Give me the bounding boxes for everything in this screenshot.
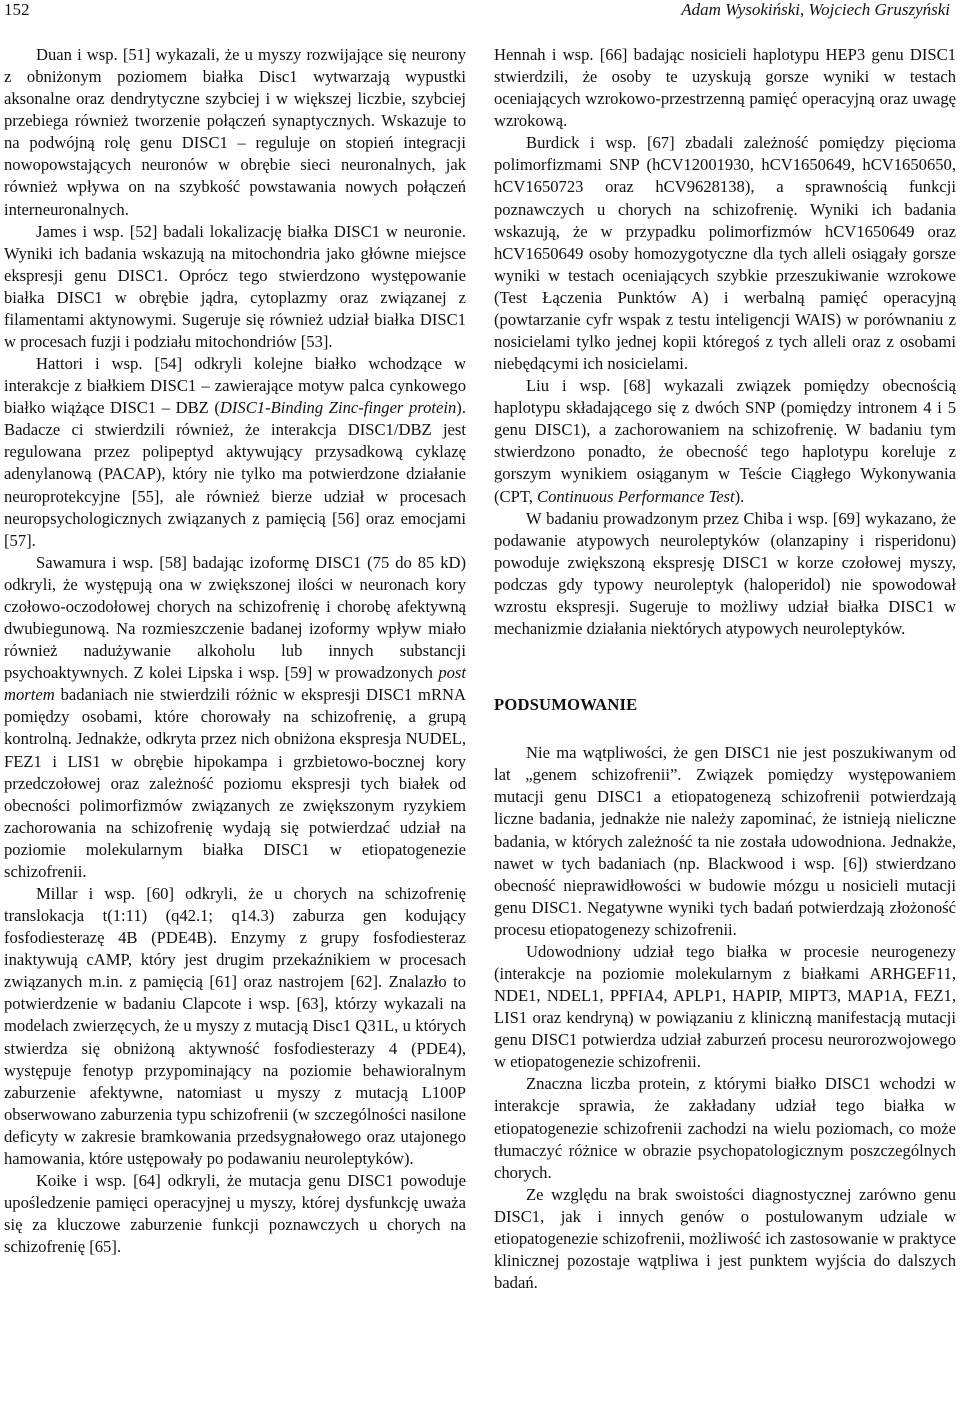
paragraph bbox=[494, 1073, 956, 1183]
page-number: 152 bbox=[4, 0, 30, 19]
text-span: W badaniu prowadzonym przez Chiba i wsp. [69] wykazano, że podawanie atypowych neuroleptyków (olanzapiny i risperidonu) powoduje zwiększoną ekspresję DISC1 w korze czołowej myszy, podczas gdy typowy neuroleptyk (haloperidol) nie spowodował wzrostu ekspresji. Sugeruje to możliwy udział białka DISC1 w mechanizmie działania niektórych atypowych neuroleptyków. bbox=[494, 508, 956, 639]
paragraph bbox=[4, 221, 466, 353]
paragraph bbox=[494, 508, 956, 640]
italic-text: Continuous Performance Test bbox=[537, 486, 735, 506]
text-span: Hattori i wsp. [54] odkryli kolejne białko wchodzące w interakcje z białkiem DISC1 – zawierające motyw palca cynkowego białko wiążące DISC1 – DBZ ( bbox=[4, 354, 466, 418]
paragraph bbox=[494, 941, 956, 1073]
text-span: Sawamura i wsp. [58] badając izoformę DISC1 (75 do 85 kD) odkryli, że występują ona w zwiększonej ilości w neuronach kory czołowo-oczodołowej chorych na schizofrenię i chorobę afektywną dwubiegunową. Na rozmieszczenie badanej izoformy wpływ miało również nadużywanie alkoholu lub innych substancji psychoaktywnych. Z kolei Lipska i wsp. [59] w prowadzonych bbox=[4, 552, 466, 683]
text-span: James i wsp. [52] badali lokalizację białka DISC1 w neuronie. Wyniki ich badania wskazują na mitochondria jako główne miejsce ekspresji genu DISC1. Oprócz tego stwierdzono występowanie białka DISC1 w obrębie jądra, cytoplazmy oraz związanej z filamentami aktynowymi. Sugeruje się również udział białka DISC1 w procesach fuzji i podziału mitochondriów [53]. bbox=[4, 221, 466, 352]
summary-paragraphs bbox=[494, 742, 956, 1294]
italic-text: post mortem bbox=[4, 663, 466, 705]
text-span: ). bbox=[734, 486, 745, 506]
running-header-authors: Adam Wysokiński, Wojciech Gruszyński bbox=[681, 0, 950, 19]
text-span: Burdick i wsp. [67] zbadali zależność pomiędzy pięcioma polimorfizmami SNP (hCV12001930, hCV1650649, hCV1650650, hCV1650723 oraz hCV9628138), a sprawnością funkcji poznawczych u chorych na schizofrenię. Wyniki ich badania wskazują, że w przypadku polimorfizmów hCV1650649 oraz hCV1650649 osoby homozygotyczne dla tych alleli osiągały gorsze wyniki w testach oceniających szybkie przeszukiwanie wzrokowe (Test Łączenia Punktów A) i werbalną pamięć operacyjną (powtarzanie cyfr wspak z testu inteligencji WAIS) w porównaniu z nosicielami tylko jednej kopii któregoś z tych alleli oraz z osobami niebędącymi ich nosicielami. bbox=[494, 133, 956, 374]
section-heading-podsumowanie: PODSUMOWANIE bbox=[494, 695, 638, 715]
left-column-paragraphs bbox=[4, 44, 466, 1258]
page-header bbox=[0, 0, 960, 24]
italic-text: DISC1-Binding Zinc-finger protein bbox=[219, 398, 457, 418]
paragraph bbox=[4, 883, 466, 1170]
text-span: badaniach nie stwierdzili różnic w ekspresji DISC1 mRNA pomiędzy osobami, które chorowały na schizofrenię, a grupą kontrolną. Jednakże, odkryta przez nich obniżona ekspresja NUDEL, FEZ1 i LIS1 w obrębie hipokampa i grzbietowo-bocznej kory przedczołowej oraz zależność poziomu ekspresji tych białek od obecności polimorfizmów związanych ze zwiększonym ryzykiem zachorowania na schizofrenię wydają się potwierdzać udział na poziomie molekularnym białka DISC1 w etiopatogenezie schizofrenii. bbox=[4, 685, 466, 881]
text-span: Ze względu na brak swoistości diagnostycznej zarówno genu DISC1, jak i innych genów o postulowanym udziale w etiopatogenezie schizofrenii, możliwość ich zastosowanie w praktyce klinicznej pozostaje wątpliwa i jest punktem wyjścia do dalszych badań. bbox=[494, 1184, 956, 1293]
text-span: Znaczna liczba protein, z którymi białko DISC1 wchodzi w interakcje sprawia, że zakładany udział tego białka w etiopatogenezie schizofrenii zachodzi na wielu poziomach, co może tłumaczyć różnice w obrazie psychopatologicznym poszczególnych chorych. bbox=[494, 1074, 956, 1182]
paragraph bbox=[4, 1170, 466, 1258]
right-column bbox=[494, 44, 956, 1294]
right-column-paragraphs bbox=[494, 44, 956, 640]
text-span: ). Badacze ci stwierdzili również, że interakcja DISC1/DBZ jest regulowana przez polipeptyd aktywujący przysadkową cyklazę adenylanową (PACAP), który nie tylko ma potwierdzone działanie neuroprotekcyjne [55], ale również bierze udział w procesach neuropsychologicznych związanych z pamięcią [56] oraz emocjami [57]. bbox=[4, 398, 466, 550]
text-span: Millar i wsp. [60] odkryli, że u chorych na schizofrenię translokacja t(1:11) (q42.1; q14.3) zaburza gen kodujący fosfodiesterazę 4B (PDE4B). Enzymy z grupy fosfodiesteraz inaktywują cAMP, który jest drugim przekaźnikiem w procesach związanych m.in. z pamięcią [61] oraz nastrojem [62]. Znalazło to potwierdzenie w badaniu Clapcote i wsp. [63], którzy wykazali na modelach zwierzęcych, że u myszy z mutacją Disc1 Q31L, u których stwierdza się obniżoną aktywność fosfodiesterazy 4 (PDE4), występuje fenotyp przypominający na poziomie behawioralnym zaburzenie afektywne, natomiast u myszy z mutacją L100P obserwowano zaburzenia typu schizofrenii (w szczególności nasilone deficyty w zakresie bramkowania przedsygnałowego oraz utajonego hamowania, które ustępowały po podawaniu neuroleptyków). bbox=[4, 883, 466, 1168]
text-span: Hennah i wsp. [66] badając nosicieli haplotypu HEP3 genu DISC1 stwierdzili, że osoby te uzyskują gorsze wyniki w testach oceniających wzrokowo-przestrzenną pamięć operacyjną oraz uwagę wzrokową. bbox=[494, 45, 956, 131]
text-span: Koike i wsp. [64] odkryli, że mutacja genu DISC1 powoduje upośledzenie pamięci operacyjnej u myszy, której dysfunkcję uważa się za kluczowe zaburzenie funkcji poznawczych u chorych na schizofrenię [65]. bbox=[4, 1170, 466, 1257]
text-span: Udowodniony udział tego białka w procesie neurogenezy (interakcje na poziomie molekularnym z białkami ARHGEF11, NDE1, NDEL1, PPFIA4, APLP1, HAPIP, MIPT3, MAP1A, FEZ1, LIS1 oraz kendryną) w powiązaniu z kliniczną manifestacją mutacji genu DISC1 potwierdza udział zaburzeń procesu neurorozwojowego w etiopatogenezie schizofrenii. bbox=[494, 941, 956, 1072]
paragraph bbox=[494, 1184, 956, 1294]
paragraph bbox=[494, 375, 956, 507]
paragraph bbox=[494, 742, 956, 941]
left-column bbox=[4, 44, 466, 1258]
text-span: Duan i wsp. [51] wykazali, że u myszy rozwijające się neurony z obniżonym poziomem białka Disc1 wytwarzają wypustki aksonalne oraz dendrytyczne szybciej i w większej liczbie, szybciej przebiega również tworzenie połączeń synaptycznych. Wskazuje to na podwójną rolę genu DISC1 – reguluje on stopień integracji nowopowstających neuronów w obrębie sieci neuronalnych, jak również wpływa on na szybkość powstawania nowych połączeń interneuronalnych. bbox=[4, 45, 466, 219]
text-span: Liu i wsp. [68] wykazali związek pomiędzy obecnością haplotypu składającego się z dwóch SNP (pomiędzy intronem 4 i 5 genu DISC1), a zachorowaniem na schizofrenię. W badaniu tym stwierdzono ponadto, że obecność tego haplotypu koreluje z gorszym wynikiem osiąganym w Teście Ciągłego Wykonywania (CPT, bbox=[494, 376, 956, 506]
paragraph bbox=[4, 552, 466, 883]
paragraph bbox=[4, 353, 466, 552]
paragraph bbox=[494, 44, 956, 132]
text-span: Nie ma wątpliwości, że gen DISC1 nie jest poszukiwanym od lat „genem schizofrenii”. Związek pomiędzy występowaniem mutacji genu DISC1 a etiopatogenezą schizofrenii potwierdzają liczne badania, jednakże nie należy zapominać, że istnieją nieliczne badania, w których zależność ta nie została udowodniona. Jednakże, nawet w tych badaniach (np. Blackwood i wsp. [6]) stwierdzano obecność nieprawidłowości w budowie mózgu u nosicieli mutacji genu DISC1. Negatywne wyniki tych badań potwierdzają złożoność procesu etiopatogenezy schizofrenii. bbox=[494, 743, 956, 939]
paragraph bbox=[4, 44, 466, 221]
paragraph bbox=[494, 132, 956, 375]
